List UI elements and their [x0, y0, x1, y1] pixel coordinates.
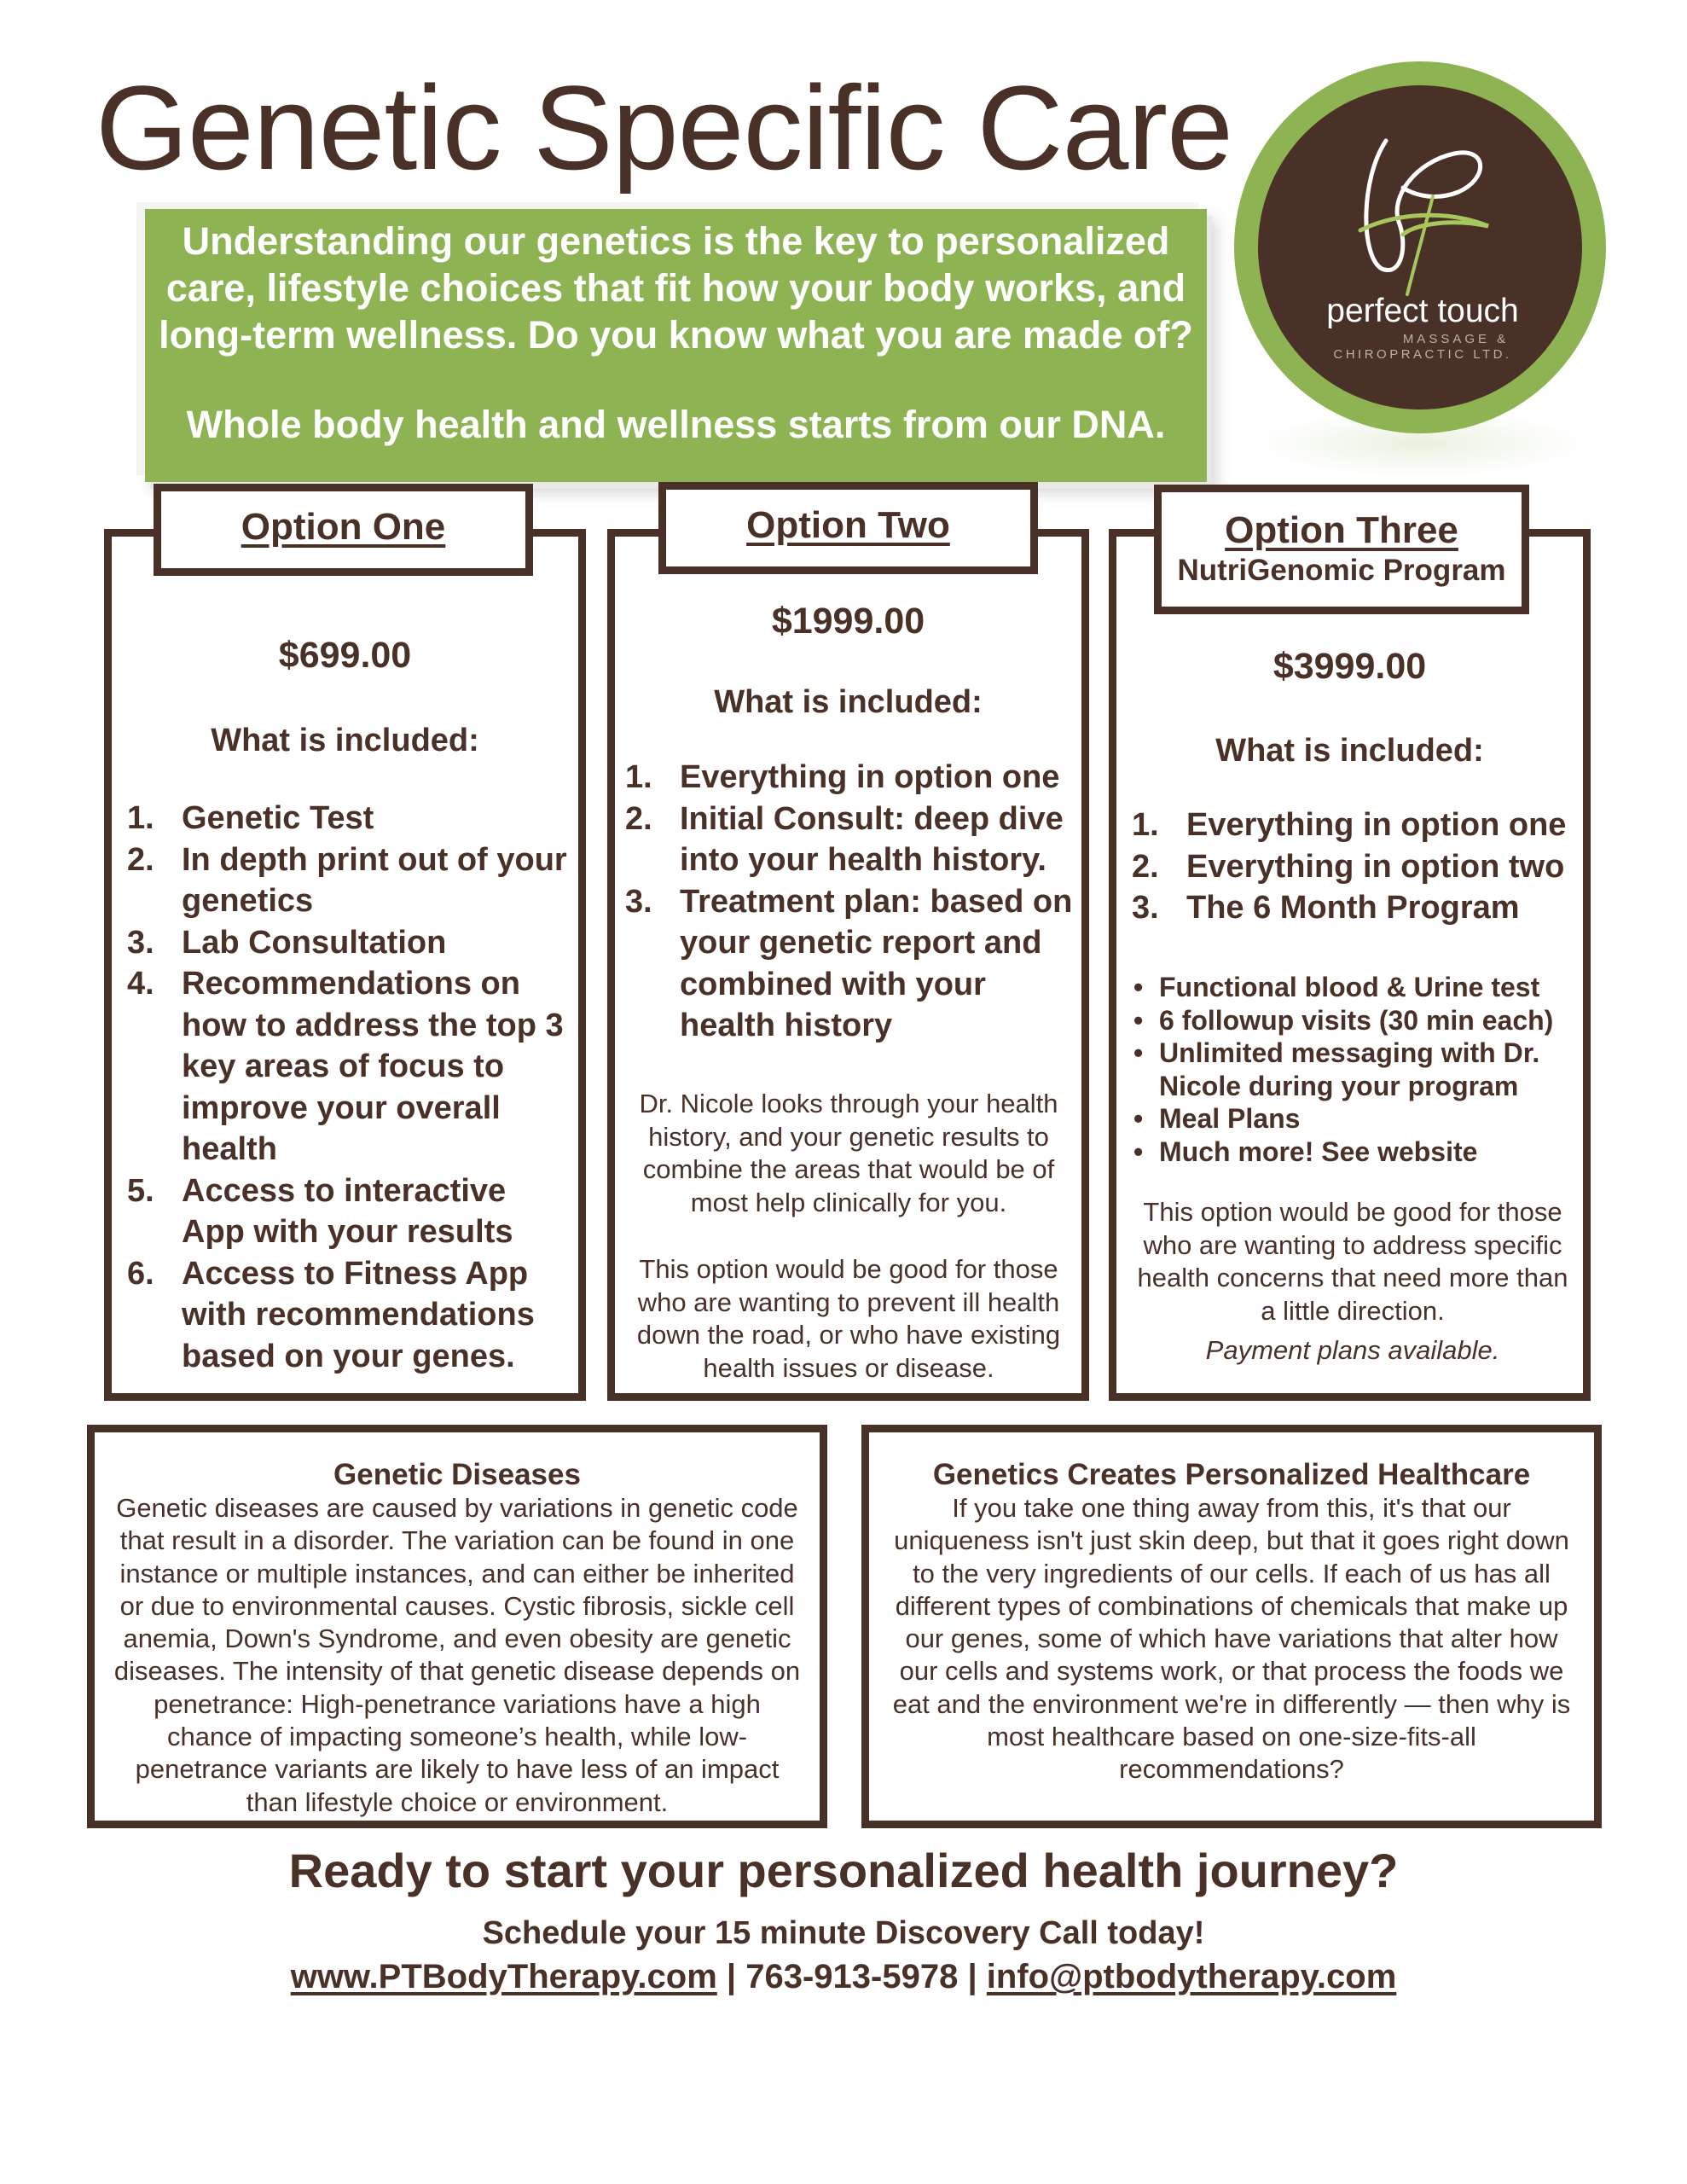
- banner-intro: Understanding our genetics is the key to personalized care, lifestyle choices that fit how your body works, and long-term wellness. Do you know what you are made of?: [159, 219, 1193, 357]
- list-item: 4. Recommendations on how to address the top 3 key areas of focus to improve your overall health: [127, 966, 564, 1167]
- list-item: 1. Genetic Test: [127, 800, 374, 836]
- option-two-description: Dr. Nicole looks through your health history, and your genetic results to combine the areas that would be of most help clinically for you.: [639, 1089, 1058, 1217]
- option-one-included-label: What is included:: [211, 723, 479, 758]
- option-one-title: Option One: [241, 506, 446, 548]
- logo-line2: CHIROPRACTIC LTD.: [1333, 347, 1512, 362]
- list-item: 1. Everything in option one: [625, 759, 1060, 795]
- list-item: 1. Everything in option one: [1132, 807, 1567, 843]
- option-one-card: [104, 529, 586, 1401]
- list-item: • Unlimited messaging with Dr. Nicole during your program: [1133, 1037, 1577, 1102]
- option-three-included-label: What is included:: [1215, 733, 1484, 769]
- list-item: 6. Access to Fitness App with recommendations based on your genes.: [127, 1255, 535, 1374]
- list-item: 5. Access to interactive App with your results: [127, 1172, 513, 1250]
- option-two-price: $1999.00: [771, 601, 925, 642]
- option-two-card: [607, 529, 1089, 1401]
- option-one-tab: [154, 484, 533, 576]
- option-one-list: [127, 798, 571, 1377]
- genetic-diseases-box: [87, 1425, 827, 1828]
- option-two-list: [625, 757, 1081, 1047]
- website-link[interactable]: www.PTBodyTherapy.com: [290, 1958, 717, 1995]
- personalized-healthcare-box: [861, 1425, 1602, 1828]
- genetic-diseases-body: Genetic diseases are caused by variations in genetic code that result in a disorder. The variation can be found in one instance or multiple instances, and can either be inherited or due to environmental causes. Cystic fibrosis, sickle cell anemia, Down's Syndrome, and even obesity are genetic diseases. The intensity of that genetic disease depends on penetrance: High-penetrance variations have a high chance of impacting someone’s health, while low-penetrance variants are likely to have less of an impact than lifestyle choice or environment.: [113, 1493, 801, 1817]
- option-three-subtitle: NutriGenomic Program: [1177, 554, 1506, 587]
- list-item: 3. Lab Consultation: [127, 924, 447, 961]
- personalized-healthcare-title: Genetics Creates Personalized Healthcare: [932, 1458, 1531, 1491]
- logo-line1: MASSAGE &: [1402, 332, 1510, 346]
- page-title: Genetic Specific Care: [96, 61, 1232, 195]
- logo-name: perfect touch: [1326, 293, 1519, 329]
- list-item: 3. Treatment plan: based on your genetic report and combined with your health history: [625, 883, 1073, 1043]
- option-one-price: $699.00: [278, 635, 412, 676]
- option-three-card: [1109, 529, 1591, 1401]
- company-logo: [1232, 60, 1608, 435]
- separator: |: [726, 1958, 737, 1995]
- cta-contact-line: [0, 1958, 1687, 1996]
- option-two-tab: [658, 482, 1038, 574]
- banner-tagline: Whole body health and wellness starts from our DNA.: [186, 403, 1166, 446]
- list-item: 2. Initial Consult: deep dive into your health history.: [625, 800, 1064, 878]
- option-three-tab: [1154, 485, 1529, 614]
- option-three-title: Option Three: [1225, 509, 1458, 551]
- email-link[interactable]: info@ptbodytherapy.com: [986, 1958, 1397, 1995]
- option-three-list: [1132, 804, 1584, 929]
- list-item: 2. In depth print out of your genetics: [127, 841, 567, 919]
- list-item: 2. Everything in option two: [1132, 848, 1565, 885]
- genetic-diseases-title: Genetic Diseases: [333, 1458, 581, 1491]
- cta-heading: Ready to start your personalized health journey?: [288, 1844, 1399, 1897]
- separator: |: [967, 1958, 977, 1995]
- list-item: • Functional blood & Urine test: [1133, 971, 1577, 1004]
- option-two-included-label: What is included:: [714, 684, 983, 720]
- list-item: 3. The 6 Month Program: [1132, 890, 1520, 926]
- option-three-note: Payment plans available.: [1205, 1335, 1500, 1365]
- cta-subheading: Schedule your 15 minute Discovery Call today!: [482, 1915, 1205, 1951]
- intro-banner: [145, 209, 1207, 482]
- list-item: • Meal Plans: [1133, 1102, 1577, 1136]
- personalized-healthcare-body: If you take one thing away from this, it's that our uniqueness isn't just skin deep, but that it goes right down to the very ingredients of our cells. If each of us has all different types of combinations of chemicals that make up our genes, some of which have variations that alter how our cells and systems work, or that process the foods we eat and the environment we're in differently — then why is most healthcare based on one-size-fits-all recommendations?: [892, 1493, 1571, 1785]
- option-three-bullets: [1133, 971, 1577, 1168]
- option-three-good-for: This option would be good for those who are wanting to address specific health concerns that need more than a little direction.: [1137, 1197, 1568, 1326]
- option-two-good-for: This option would be good for those who are wanting to prevent ill health down the road, or who have existing health issues or disease.: [636, 1254, 1061, 1383]
- option-three-price: $3999.00: [1272, 646, 1427, 687]
- phone-number: 763-913-5978: [745, 1958, 959, 1995]
- list-item: • 6 followup visits (30 min each): [1133, 1004, 1577, 1037]
- option-two-title: Option Two: [746, 504, 950, 546]
- list-item: • Much more! See website: [1133, 1136, 1577, 1169]
- logo-icon: [1232, 60, 1608, 435]
